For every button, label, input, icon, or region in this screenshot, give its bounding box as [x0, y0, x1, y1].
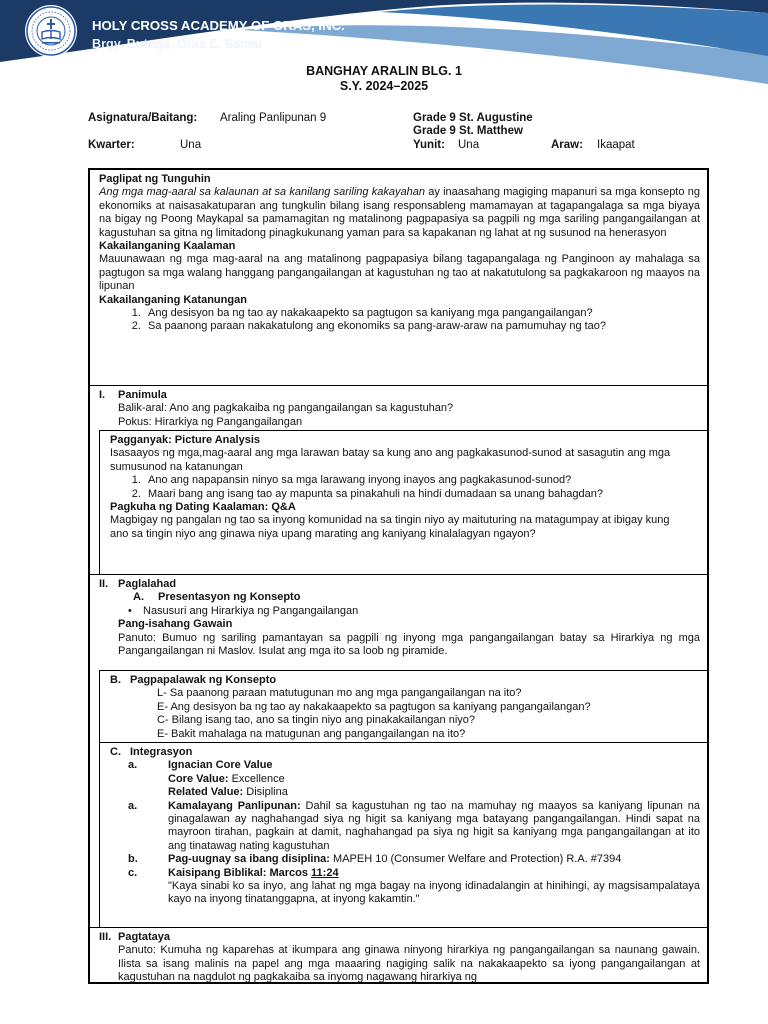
section-paglipat-ng-tunguhin	[90, 170, 707, 385]
document-title-block	[0, 64, 768, 94]
lece-item: E- Bakit mahalaga na matugunan ang pangangailangan na ito?	[157, 727, 466, 740]
kamalayang-panlipunan: a. Kamalayang Panlipunan: Dahil sa kagustuhan ng tao na mamuhay ng maayos sa kaniyang lipunan na ginagalawan ay naghahangad siya ng higit sa kaniyang mga batayang pangangailangan. Hindi sapat na mayroon tirahan, pagkain at damit, naghahangad pa siya ng higit sa kaniyang mga pangangailangan at ito ang tinatawag nating kagustuhan	[128, 799, 701, 852]
section-paglalahad	[90, 574, 707, 670]
ignacian-heading: a. Ignacian Core Value	[128, 759, 273, 772]
list-item: 2. Maari bang ang isang tao ay mapunta sa pinakahuli na hindi dumadaan sa unang bahagdan?	[144, 488, 700, 501]
school-logo	[25, 5, 77, 57]
biblikal-quote: "Kaya sinabi ko sa inyo, ang lahat ng mga bagay na inyong idinadalangin at hinihingi, ay magsisampalataya kayo na inyong tinatanggapna, at inyong kakamtin."	[168, 880, 700, 906]
paglalahad-heading: II. Paglalahad	[99, 578, 177, 590]
pag-uugnay-line: b. Pag-uugnay sa ibang disiplina: MAPEH 10 (Consumer Welfare and Protection) R.A. #7394	[128, 853, 622, 866]
lesson-plan-table	[88, 168, 709, 984]
pagtataya-body: Panuto: Kumuha ng kaparehas at ikumpara ang ginawa ninyong hirarkiya ng pangangailangan sa naunang gawain. Ilista sa isang malinis na papel ang mga maaaring nagiging salik na nakakaapekto sa iyong pangangailangan at kagustuhan na nagdulot ng pagkakaiba sa inyomg nagawang hirarkiya ng	[118, 944, 700, 984]
kwarter-label: Kwarter:	[88, 139, 135, 151]
related-value-line: Related Value: Disiplina	[168, 786, 288, 799]
lece-item: E- Ang desisyon ba ng tao ay nakakaapekto sa pagtugon sa kaniyang pangangailangan?	[157, 700, 591, 713]
presentasyon-bullet: • Nasusuri ang Hirarkiya ng Pangangailangan	[99, 605, 700, 618]
list-item: 1. Ano ang napapansin ninyo sa mga larawang inyong inayos ang pagkakasunod-sunod?	[144, 474, 700, 487]
katanungan-list	[99, 307, 700, 334]
kaalaman-body: Mauunawaan ng mga mag-aaral na ang matalinong pagpapasiya bilang tagapangalaga ng Panginoon ay mahalaga sa pagtugon sa mga walang hanggang pangangailangan at kagustuhan ng tao at nakatutulong sa pagkakaroon ng maayos na lipunan	[99, 253, 700, 293]
araw-value: Ikaapat	[597, 139, 635, 151]
section-pagganyak	[99, 430, 707, 574]
doc-school-year: S.Y. 2024–2025	[339, 79, 429, 93]
katanungan-title: Kakailanganing Katanungan	[99, 293, 247, 306]
paglipat-body: Ang mga mag-aaral sa kalaunan at sa kanilang sariling kakayahan ay inaasahang magiging mapanuri sa mga konsepto ng ekonomiks at naisasakatuparan ang tungkulin bilang isang responsableng mamamayan at tagapangalaga sa mga biyaya na bigay ng Poong Maykapal sa pamamagitan ng matalinong pagpapasiya sa pagpili ng mga sariling pangangailangan at kagustuhan sa gitna ng limitadong pinagkukunang yaman para sa kapakanan ng lahat at ng susunod na henerasyon	[99, 186, 700, 239]
section-pagtataya	[90, 927, 707, 982]
section-integrasyon	[99, 742, 707, 927]
dating-kaalaman-title: Pagkuha ng Dating Kaalaman: Q&A	[110, 501, 296, 514]
asignatura-value: Araling Panlipunan 9	[220, 112, 327, 124]
pokus-line: Pokus: Hirarkiya ng Pangangailangan	[118, 415, 303, 428]
pagganyak-body: Isasaayos ng mga,mag-aaral ang mga larawan batay sa kung ano ang pagkakasunod-sunod at sasagutin ang mga sumusunod na katanungan	[110, 447, 671, 473]
doc-title: BANGHAY ARALIN BLG. 1	[306, 64, 462, 78]
school-address: Brgy. Butnga, Oras E. Samar	[92, 37, 264, 51]
school-name: HOLY CROSS ACADEMY OF ORAS, INC.	[92, 18, 345, 33]
core-value-line: Core Value: Excellence	[168, 772, 285, 785]
list-item: 1. Ang desisyon ba ng tao ay nakakaapekto sa pagtugon sa kaniyang mga pangangailangan?	[144, 307, 700, 320]
pagpapalawak-heading: B. Pagpapalawak ng Konsepto	[110, 674, 277, 686]
pagganyak-title: Pagganyak: Picture Analysis	[110, 434, 260, 446]
gawain-title: Pang-isahang Gawain	[118, 618, 233, 631]
lece-item: C- Bilang isang tao, ano sa tingin niyo ang pinakakailangan niyo?	[157, 714, 475, 727]
kaalaman-title: Kakailanganing Kaalaman	[99, 240, 236, 253]
grade-section-2: Grade 9 St. Matthew	[413, 125, 523, 137]
yunit-label: Yunit:	[413, 139, 445, 151]
presentasyon-heading: A. Presentasyon ng Konsepto	[133, 591, 301, 604]
pagganyak-list	[110, 474, 700, 501]
section-pagpapalawak	[99, 670, 707, 742]
araw-label: Araw:	[551, 139, 583, 151]
pagtataya-heading: III. Pagtataya	[99, 931, 170, 943]
kwarter-value: Una	[180, 139, 202, 151]
balik-aral-line: Balik-aral: Ano ang pagkakaiba ng pangangailangan sa kagustuhan?	[118, 402, 454, 415]
integrasyon-heading: C. Integrasyon	[110, 746, 193, 758]
list-item: 2. Sa paanong paraan nakakatulong ang ekonomiks sa pang-araw-araw na pamumuhay ng tao?	[144, 320, 700, 333]
dating-kaalaman-body: Magbigay ng pangalan ng tao sa inyong komunidad na sa tingin niyo ay maituturing na matagumpay at ibigay kung ano sa tingin niyo ang ginawa niya upang marating ang kaniyang kinalalagyan ngayon?	[110, 514, 670, 540]
paglipat-title: Paglipat ng Tunguhin	[99, 173, 211, 185]
yunit-value: Una	[458, 139, 480, 151]
lece-item: L- Sa paanong paraan matutugunan mo ang mga pangangailangan na ito?	[157, 687, 522, 700]
section-panimula	[90, 385, 707, 430]
panimula-heading: I. Panimula	[99, 389, 167, 401]
grade-section-1: Grade 9 St. Augustine	[413, 112, 533, 124]
asignatura-label: Asignatura/Baitang:	[88, 112, 198, 124]
kaisipang-biblikal-heading: c. Kaisipang Biblikal: Marcos 11:24	[128, 866, 339, 879]
gawain-body: Panuto: Bumuo ng sariling pamantayan sa pagpili ng inyong mga pangangailangan batay sa Hirarkiya ng mga Pangangailangan ni Maslov. Isulat ang mga ito sa loob ng piramide.	[118, 631, 700, 658]
